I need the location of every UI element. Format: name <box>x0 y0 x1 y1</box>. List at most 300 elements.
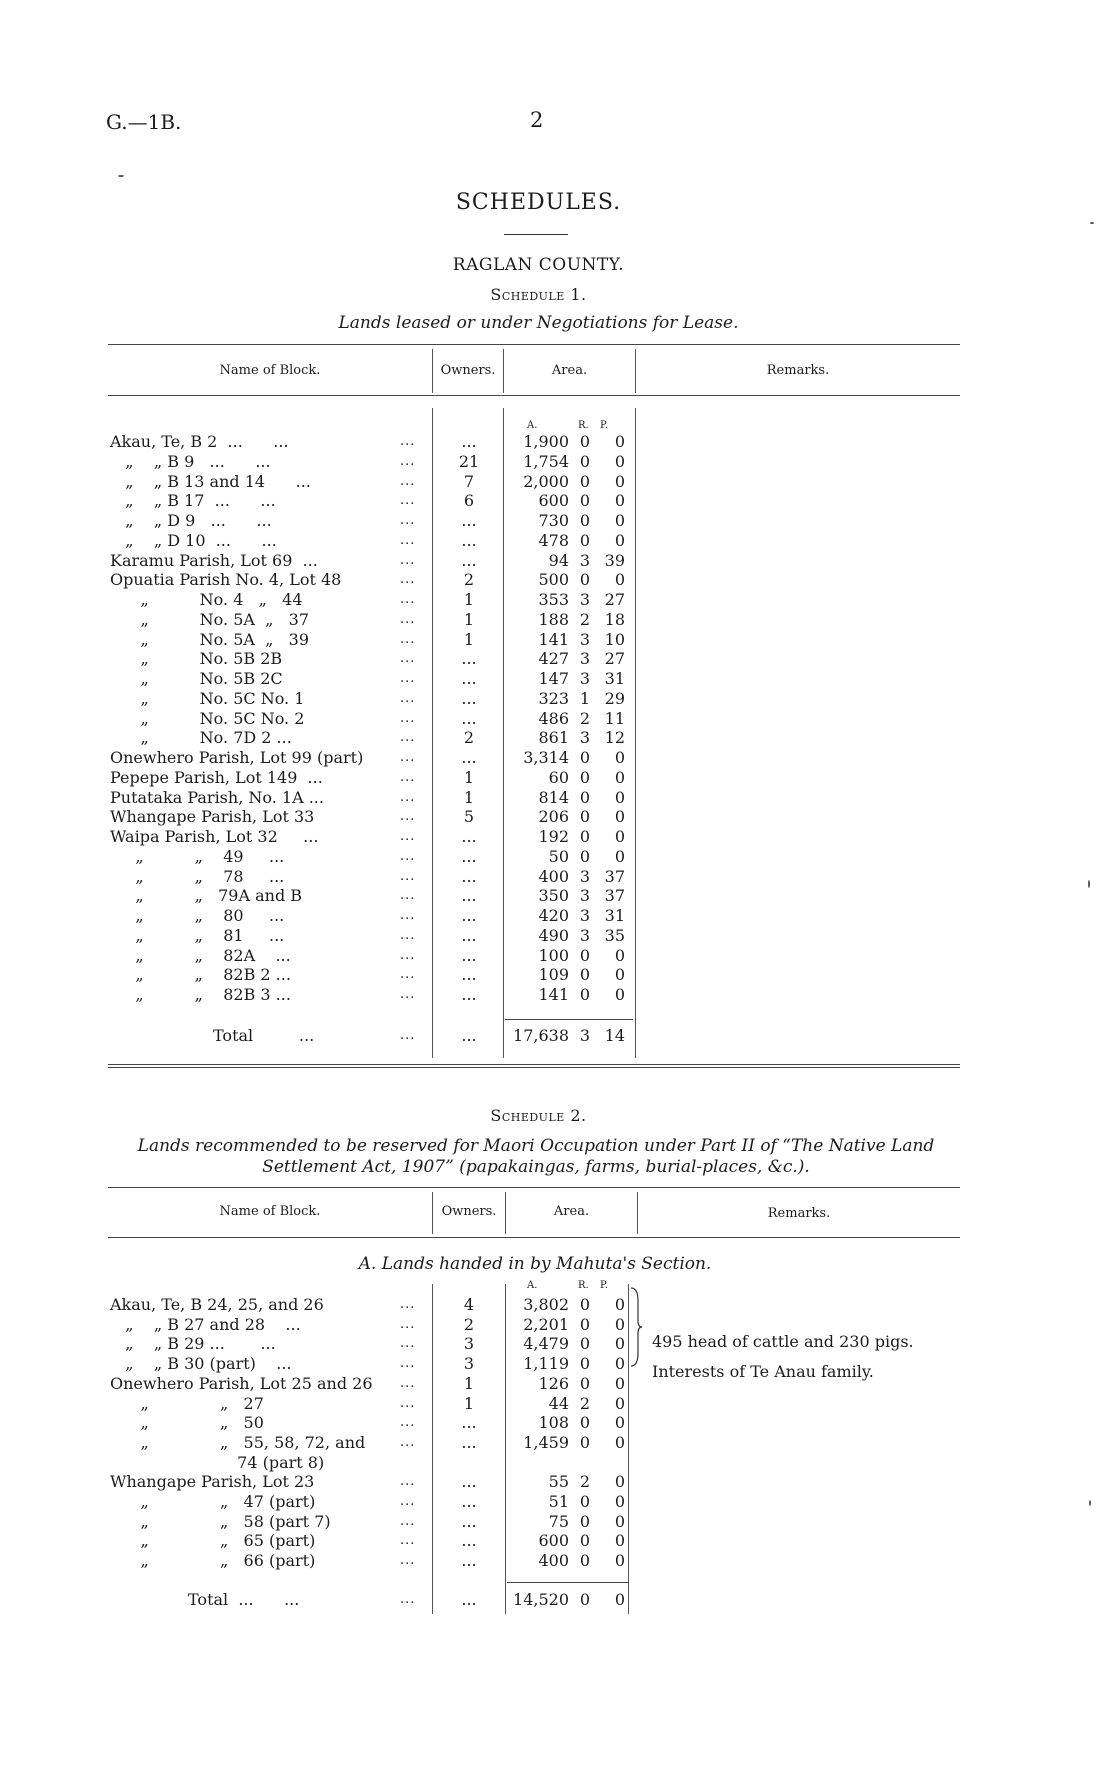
area-perches: 0 <box>614 1295 625 1314</box>
table-row <box>0 1413 1114 1432</box>
table-row <box>0 867 1114 886</box>
table-row <box>0 1315 1114 1334</box>
area-acres: 188 <box>538 609 569 629</box>
leader-dots: ... <box>400 493 416 509</box>
table-row <box>0 906 1114 925</box>
owners-value: 1 <box>463 629 475 649</box>
area-acres: 94 <box>548 550 569 570</box>
area-roods: 0 <box>579 471 591 491</box>
area-perches: 0 <box>614 1373 625 1393</box>
owners-value: 1 <box>463 1373 475 1393</box>
block-name: Whangape Parish, Lot 33 <box>110 807 315 827</box>
block-name: „ „ B 27 and 28 ... <box>110 1314 301 1334</box>
area-perches: 0 <box>614 748 625 767</box>
area-perches: 10 <box>604 629 625 649</box>
document-reference: G.—1B. <box>106 110 182 134</box>
area-acres: 600 <box>538 491 569 511</box>
area-roods: 0 <box>579 846 591 866</box>
area-acres: 600 <box>538 1531 569 1551</box>
block-name: „ „ 47 (part) <box>110 1492 316 1511</box>
table-row <box>0 1453 1114 1472</box>
table-row <box>0 1492 1114 1511</box>
block-name: Karamu Parish, Lot 69 ... <box>110 550 318 570</box>
owners-value: ... <box>461 985 477 1004</box>
leader-dots: ... <box>400 552 416 568</box>
block-name: „ „ 58 (part 7) <box>110 1511 331 1531</box>
block-name: „ No. 5A „ 39 <box>110 629 309 649</box>
area-roods: 0 <box>579 1531 591 1551</box>
leader-dots: ... <box>400 1553 416 1569</box>
area-perches: 37 <box>604 886 625 906</box>
area-roods: 0 <box>579 570 591 590</box>
owners-value: ... <box>461 1511 477 1531</box>
remark-cattle-pigs: 495 head of cattle and 230 pigs. <box>652 1332 914 1351</box>
scan-speck <box>1089 1500 1091 1506</box>
block-name: „ „ 27 <box>110 1393 264 1413</box>
area-acres: 192 <box>538 827 569 846</box>
area-roods: 3 <box>579 728 591 748</box>
area-perches: 0 <box>614 570 625 590</box>
area-perches: 0 <box>614 827 625 846</box>
schedule2-col-area: Area. <box>553 1204 590 1219</box>
block-name: „ „ 50 <box>110 1413 264 1433</box>
area-perches: 0 <box>614 511 625 530</box>
schedule1-total-rule <box>505 1019 633 1020</box>
table-row <box>0 531 1114 550</box>
area-perches: 39 <box>604 550 625 570</box>
leader-dots: ... <box>400 572 416 588</box>
total-owners: ... <box>461 1026 477 1045</box>
area-perches: 0 <box>614 491 625 511</box>
total-roods: 0 <box>579 1590 591 1609</box>
area-perches: 0 <box>614 471 625 491</box>
area-roods: 2 <box>579 708 591 728</box>
owners-value: ... <box>461 925 477 945</box>
schedule2-col-name: Name of Block. <box>219 1204 321 1219</box>
area-roods: 0 <box>579 985 591 1004</box>
area-roods: 0 <box>579 748 591 767</box>
area-roods: 0 <box>579 1492 591 1511</box>
table-row <box>0 491 1114 510</box>
area-acres: 100 <box>538 945 569 965</box>
owners-value: ... <box>461 1551 477 1571</box>
table-row <box>0 965 1114 984</box>
table-row <box>0 551 1114 570</box>
area-acres: 109 <box>538 965 569 985</box>
leader-dots: ... <box>400 947 416 963</box>
unit-roods: R. <box>578 420 589 431</box>
block-name: 74 (part 8) <box>110 1452 325 1472</box>
area-roods: 3 <box>579 649 591 669</box>
table-row <box>0 768 1114 787</box>
area-roods: 0 <box>579 945 591 965</box>
owners-value: ... <box>461 432 477 451</box>
block-name: „ „ 81 ... <box>110 925 285 945</box>
area-perches: 0 <box>614 451 625 471</box>
leader-dots: ... <box>400 1356 416 1372</box>
area-perches: 0 <box>614 945 625 965</box>
table-row <box>0 985 1114 1004</box>
area-roods: 0 <box>579 965 591 985</box>
leader-dots: ... <box>400 1336 416 1352</box>
block-name: Onewhero Parish, Lot 99 (part) <box>110 748 364 767</box>
area-roods: 0 <box>579 1314 591 1334</box>
owners-value: ... <box>461 886 477 906</box>
owners-value: 2 <box>463 728 475 748</box>
page-number: 2 <box>530 108 544 132</box>
area-perches: 0 <box>614 1551 625 1571</box>
area-perches: 37 <box>604 866 625 886</box>
area-acres: 353 <box>538 590 569 609</box>
owners-value: ... <box>461 1472 477 1492</box>
leader-dots: ... <box>400 809 416 825</box>
area-perches: 0 <box>614 846 625 866</box>
leader-dots: ... <box>400 1513 416 1529</box>
area-acres: 60 <box>548 767 569 787</box>
area-roods: 3 <box>579 906 591 925</box>
remark-te-anau: Interests of Te Anau family. <box>652 1362 874 1381</box>
unit-acres: A. <box>527 420 538 431</box>
total-label: Total ... ... <box>188 1590 300 1609</box>
block-name: „ „ 65 (part) <box>110 1531 316 1551</box>
block-name: „ No. 5B 2B <box>110 649 283 669</box>
leader-dots: ... <box>400 1474 416 1490</box>
owners-value: ... <box>461 906 477 925</box>
area-perches: 0 <box>614 1314 625 1334</box>
leader-dots: ... <box>400 908 416 923</box>
area-acres: 478 <box>538 530 569 550</box>
unit-perches: P. <box>600 1280 608 1291</box>
block-name: „ „ B 29 ... ... <box>110 1334 276 1354</box>
table-row <box>0 1374 1114 1393</box>
area-perches: 0 <box>614 787 625 807</box>
total-perches: 14 <box>604 1026 625 1045</box>
schedule2-top-rule <box>108 1187 960 1188</box>
county-heading: RAGLAN COUNTY. <box>452 255 625 275</box>
table-row <box>0 1472 1114 1491</box>
table-row <box>0 432 1114 451</box>
area-roods: 3 <box>579 866 591 886</box>
leader-dots: ... <box>400 611 416 627</box>
table-row <box>0 452 1114 471</box>
area-perches: 0 <box>614 1334 625 1354</box>
block-name: „ No. 5C No. 1 <box>110 688 305 708</box>
owners-value: 7 <box>463 471 475 491</box>
table-row <box>0 1354 1114 1373</box>
block-name: „ „ B 30 (part) ... <box>110 1354 292 1374</box>
area-roods: 0 <box>579 432 591 451</box>
owners-value: ... <box>461 827 477 846</box>
table-row <box>0 689 1114 708</box>
block-name: „ No. 7D 2 ... <box>110 728 292 748</box>
leader-dots: ... <box>400 1028 416 1043</box>
table-row <box>0 630 1114 649</box>
area-acres: 400 <box>538 1551 569 1571</box>
area-acres: 486 <box>538 708 569 728</box>
total-acres: 14,520 <box>513 1590 569 1609</box>
owners-value: ... <box>461 1413 477 1433</box>
table-row <box>0 926 1114 945</box>
owners-value: 6 <box>463 491 475 511</box>
area-acres: 51 <box>548 1492 569 1511</box>
block-name: „ „ 82B 2 ... <box>110 965 291 985</box>
table-row <box>0 748 1114 767</box>
block-name: „ No. 5B 2C <box>110 669 283 688</box>
owners-value: 1 <box>463 609 475 629</box>
block-name: „ „ 55, 58, 72, and <box>110 1432 366 1452</box>
table-row <box>0 847 1114 866</box>
block-name: „ „ 82A ... <box>110 945 291 965</box>
total-owners: ... <box>461 1590 477 1609</box>
table-row <box>0 472 1114 491</box>
owners-value: ... <box>461 866 477 886</box>
area-perches: 0 <box>614 767 625 787</box>
table-row <box>0 886 1114 905</box>
area-perches: 0 <box>614 530 625 550</box>
owners-value: ... <box>461 846 477 866</box>
block-name: „ „ 66 (part) <box>110 1551 316 1571</box>
area-acres: 420 <box>538 906 569 925</box>
block-name: Putataka Parish, No. 1A ... <box>110 787 324 807</box>
area-perches: 29 <box>604 688 625 708</box>
owners-value: 21 <box>458 451 480 471</box>
leader-dots: ... <box>400 710 416 726</box>
area-acres: 1,754 <box>523 451 569 471</box>
schedule1-subtitle: Lands leased or under Negotiations for Lease. <box>338 313 739 333</box>
area-acres: 141 <box>538 985 569 1004</box>
block-name: „ „ 49 ... <box>110 846 285 866</box>
area-acres: 400 <box>538 866 569 886</box>
area-acres: 500 <box>538 570 569 590</box>
area-roods: 0 <box>579 451 591 471</box>
block-name: Pepepe Parish, Lot 149 ... <box>110 767 323 787</box>
area-acres: 50 <box>548 846 569 866</box>
block-name: „ „ 78 ... <box>110 866 285 886</box>
leader-dots: ... <box>400 829 416 844</box>
scan-speck <box>118 175 124 177</box>
owners-value: ... <box>461 669 477 688</box>
owners-value: ... <box>461 550 477 570</box>
owners-value: ... <box>461 1531 477 1551</box>
leader-dots: ... <box>400 1415 416 1431</box>
table-row <box>0 946 1114 965</box>
schedule1-bottom-rule-double <box>108 1067 960 1068</box>
area-perches: 0 <box>614 1492 625 1511</box>
table-row <box>0 807 1114 826</box>
area-roods: 0 <box>579 807 591 827</box>
area-perches: 35 <box>604 925 625 945</box>
leader-dots: ... <box>400 769 416 785</box>
scan-speck <box>1088 880 1090 888</box>
block-name: Akau, Te, B 2 ... ... <box>110 432 289 451</box>
table-row <box>0 1394 1114 1413</box>
block-name: „ „ B 9 ... ... <box>110 451 271 471</box>
area-acres: 141 <box>538 629 569 649</box>
area-acres: 4,479 <box>523 1334 569 1354</box>
leader-dots: ... <box>400 532 416 548</box>
area-acres: 126 <box>538 1373 569 1393</box>
block-name: „ „ 79A and B <box>110 886 303 906</box>
area-acres: 861 <box>538 728 569 748</box>
area-roods: 2 <box>579 1393 591 1413</box>
leader-dots: ... <box>400 1395 416 1411</box>
leader-dots: ... <box>400 671 416 686</box>
area-roods: 0 <box>579 1373 591 1393</box>
owners-value: ... <box>461 708 477 728</box>
table-row <box>0 1334 1114 1353</box>
area-roods: 2 <box>579 1472 591 1492</box>
leader-dots: ... <box>400 651 416 667</box>
area-perches: 31 <box>604 906 625 925</box>
owners-value: ... <box>461 945 477 965</box>
leader-dots: ... <box>400 1375 416 1391</box>
area-roods: 0 <box>579 827 591 846</box>
area-roods: 0 <box>579 1511 591 1531</box>
total-roods: 3 <box>579 1026 591 1045</box>
area-acres: 108 <box>538 1413 569 1433</box>
area-roods: 2 <box>579 609 591 629</box>
unit-acres: A. <box>527 1280 538 1291</box>
schedule1-bottom-rule <box>108 1064 960 1065</box>
total-label: Total ... <box>213 1026 315 1045</box>
total-perches: 0 <box>614 1590 625 1609</box>
area-roods: 0 <box>579 1432 591 1452</box>
area-perches: 0 <box>614 985 625 1004</box>
table-row <box>0 1531 1114 1550</box>
area-roods: 3 <box>579 886 591 906</box>
leader-dots: ... <box>400 868 416 884</box>
area-roods: 0 <box>579 1354 591 1374</box>
schedule1-header-rule <box>108 395 960 396</box>
unit-perches: P. <box>600 420 608 431</box>
leader-dots: ... <box>400 888 416 904</box>
area-roods: 0 <box>579 1334 591 1354</box>
area-acres: 730 <box>538 511 569 530</box>
leader-dots: ... <box>400 592 416 607</box>
unit-roods: R. <box>578 1280 589 1291</box>
area-perches: 0 <box>614 1432 625 1452</box>
leader-dots: ... <box>400 987 416 1002</box>
area-roods: 0 <box>579 1413 591 1433</box>
block-name: Whangape Parish, Lot 23 <box>110 1472 315 1492</box>
area-perches: 0 <box>614 1472 625 1492</box>
leader-dots: ... <box>400 1316 416 1332</box>
area-acres: 55 <box>548 1472 569 1492</box>
block-name: „ „ B 13 and 14 ... <box>110 471 311 491</box>
area-acres: 490 <box>538 925 569 945</box>
schedule1-total-row <box>0 1026 1114 1045</box>
schedule2-header-rule <box>108 1237 960 1238</box>
area-roods: 0 <box>579 767 591 787</box>
block-name: „ No. 5A „ 37 <box>110 609 309 629</box>
area-acres: 1,900 <box>523 432 569 451</box>
table-row <box>0 728 1114 747</box>
leader-dots: ... <box>400 434 416 449</box>
schedule1-col-remarks: Remarks. <box>766 363 830 378</box>
schedule2-total-row <box>0 1590 1114 1609</box>
owners-value: ... <box>461 965 477 985</box>
area-perches: 31 <box>604 669 625 688</box>
table-row <box>0 709 1114 728</box>
area-perches: 0 <box>614 1393 625 1413</box>
block-name: Onewhero Parish, Lot 25 and 26 <box>110 1373 373 1393</box>
schedule1-col-owners: Owners. <box>440 363 496 378</box>
title-rule <box>504 234 568 235</box>
table-row <box>0 649 1114 668</box>
scan-speck <box>1090 222 1094 224</box>
area-acres: 75 <box>548 1511 569 1531</box>
schedule1-col-name: Name of Block. <box>219 363 321 378</box>
owners-value: ... <box>461 1492 477 1511</box>
owners-value: ... <box>461 1432 477 1452</box>
owners-value: ... <box>461 649 477 669</box>
schedule2-col-remarks: Remarks. <box>767 1206 831 1221</box>
area-acres: 2,000 <box>523 471 569 491</box>
leader-dots: ... <box>400 690 416 706</box>
area-acres: 2,201 <box>523 1314 569 1334</box>
area-roods: 0 <box>579 1551 591 1571</box>
area-perches: 0 <box>614 432 625 451</box>
area-acres: 323 <box>538 688 569 708</box>
area-acres: 44 <box>548 1393 569 1413</box>
leader-dots: ... <box>400 1533 416 1549</box>
area-acres: 147 <box>538 669 569 688</box>
table-row <box>0 511 1114 530</box>
area-perches: 0 <box>614 1413 625 1433</box>
schedule2-section-a-heading: A. Lands handed in by Mahuta's Section. <box>358 1254 712 1274</box>
table-row <box>0 1551 1114 1570</box>
owners-value: 3 <box>463 1334 475 1354</box>
area-perches: 27 <box>604 649 625 669</box>
area-perches: 18 <box>604 609 625 629</box>
area-roods: 3 <box>579 669 591 688</box>
leader-dots: ... <box>400 750 416 765</box>
owners-value: 2 <box>463 570 475 590</box>
table-row <box>0 1512 1114 1531</box>
owners-value: 1 <box>463 767 475 787</box>
owners-value: 2 <box>463 1314 475 1334</box>
leader-dots: ... <box>400 789 416 805</box>
area-perches: 0 <box>614 1531 625 1551</box>
schedule2-subtitle: Lands recommended to be reserved for Maori Occupation under Part II of “The Native Land Settlement Act, 1907” (papakaingas, farms, burial-places, &c.). <box>137 1136 935 1177</box>
area-perches: 0 <box>614 807 625 827</box>
page-title: SCHEDULES. <box>455 190 622 215</box>
table-row <box>0 1433 1114 1452</box>
total-acres: 17,638 <box>513 1026 569 1045</box>
schedule1-top-rule <box>108 344 960 345</box>
block-name: „ „ D 9 ... ... <box>110 511 272 530</box>
area-roods: 0 <box>579 1295 591 1314</box>
area-perches: 11 <box>604 708 625 728</box>
table-row <box>0 827 1114 846</box>
block-name: „ „ B 17 ... ... <box>110 491 276 511</box>
owners-value: ... <box>461 511 477 530</box>
area-roods: 0 <box>579 511 591 530</box>
leader-dots: ... <box>400 1434 416 1450</box>
remarks-brace <box>630 1287 642 1367</box>
area-acres: 814 <box>538 787 569 807</box>
leader-dots: ... <box>400 473 416 489</box>
area-perches: 12 <box>604 728 625 748</box>
area-acres: 1,459 <box>523 1432 569 1452</box>
block-name: „ „ 80 ... <box>110 906 285 925</box>
leader-dots: ... <box>400 730 416 746</box>
area-perches: 0 <box>614 1354 625 1374</box>
block-name: „ „ 82B 3 ... <box>110 985 291 1004</box>
table-row <box>0 1295 1114 1314</box>
leader-dots: ... <box>400 848 416 864</box>
owners-value: ... <box>461 530 477 550</box>
